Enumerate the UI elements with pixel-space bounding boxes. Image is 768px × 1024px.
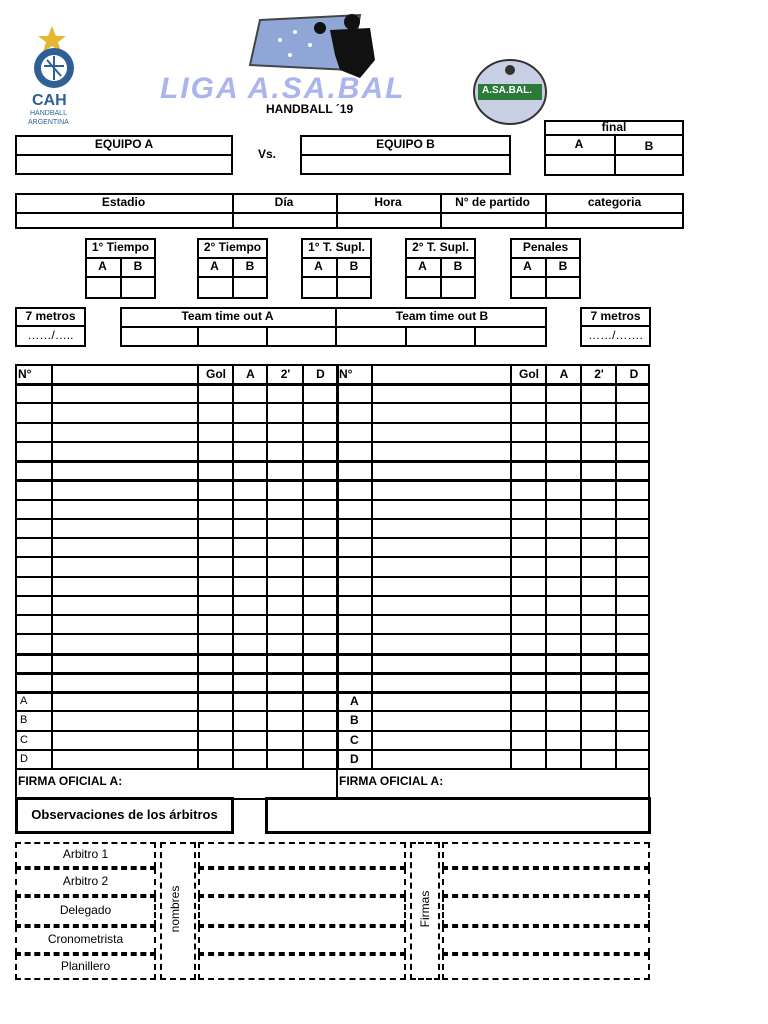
period-b-score[interactable] — [122, 278, 154, 297]
player-name-cell[interactable] — [53, 462, 195, 477]
header-left-3: A — [246, 367, 255, 381]
official-left-label: D — [20, 752, 28, 765]
player-name-cell[interactable] — [53, 674, 195, 689]
period-title: 1° T. Supl. — [308, 240, 365, 254]
period-b-label: B — [558, 259, 568, 273]
signature-input[interactable] — [442, 896, 650, 926]
estadio-input[interactable] — [17, 214, 230, 227]
header-right-0: N° — [339, 367, 353, 381]
categoria-label: categoria — [587, 195, 642, 209]
name-input[interactable] — [198, 842, 406, 868]
period-b-label: B — [133, 259, 143, 273]
player-name-cell[interactable] — [373, 655, 508, 670]
final-b-score[interactable] — [616, 156, 682, 174]
player-name-cell[interactable] — [373, 732, 508, 747]
player-name-cell[interactable] — [53, 616, 195, 631]
period-a-score[interactable] — [87, 278, 118, 297]
player-name-cell[interactable] — [373, 597, 508, 612]
equipo-a-input[interactable] — [17, 156, 231, 173]
name-input[interactable] — [198, 954, 406, 980]
name-input[interactable] — [198, 868, 406, 896]
asabal-logo — [472, 58, 548, 126]
equipo-a-label: EQUIPO A — [94, 137, 154, 151]
final-label: final — [601, 120, 627, 134]
period-a-label: A — [523, 259, 532, 273]
numero-partido-label: N° de partido — [455, 195, 530, 209]
player-name-cell[interactable] — [373, 539, 508, 554]
player-name-cell[interactable] — [373, 443, 508, 458]
player-name-cell[interactable] — [53, 539, 195, 554]
final-b-label: B — [644, 139, 654, 153]
player-name-cell[interactable] — [53, 635, 195, 650]
period-a-label: A — [314, 259, 323, 273]
role-label: Arbitro 2 — [62, 874, 109, 888]
official-left-label: C — [20, 733, 28, 746]
player-name-cell[interactable] — [53, 655, 195, 670]
cah-ball-icon — [22, 22, 86, 92]
player-name-cell[interactable] — [53, 481, 195, 496]
player-name-cell[interactable] — [53, 443, 195, 458]
siete-metros-b-label: 7 metros — [590, 309, 641, 323]
firma-oficial-left[interactable]: FIRMA OFICIAL A: — [18, 774, 123, 788]
role-label: Cronometrista — [47, 932, 124, 946]
numero-partido-input[interactable] — [442, 214, 543, 227]
observaciones-label: Observaciones de los árbitros — [31, 807, 218, 822]
period-a-score[interactable] — [199, 278, 230, 297]
signature-input[interactable] — [442, 954, 650, 980]
player-name-cell[interactable] — [53, 751, 195, 766]
player-name-cell[interactable] — [53, 501, 195, 516]
official-right-label: D — [350, 751, 359, 766]
period-b-score[interactable] — [442, 278, 474, 297]
period-a-label: A — [418, 259, 427, 273]
final-a-label: A — [574, 137, 584, 151]
header-right-2: Gol — [519, 367, 539, 381]
player-name-cell[interactable] — [373, 404, 508, 419]
role-label: Arbitro 1 — [62, 847, 109, 861]
header-left-4: 2' — [280, 367, 291, 381]
firma-oficial-right[interactable]: FIRMA OFICIAL A: — [339, 774, 444, 788]
player-name-cell[interactable] — [53, 693, 195, 708]
player-name-cell[interactable] — [373, 693, 508, 708]
period-b-label: B — [349, 259, 359, 273]
header-left-2: Gol — [206, 367, 226, 381]
period-title: 2° T. Supl. — [412, 240, 469, 254]
official-left-label: A — [20, 695, 28, 708]
liga-logo — [160, 10, 480, 120]
official-right-label: A — [350, 694, 359, 709]
player-name-cell[interactable] — [373, 712, 508, 727]
handball-year: HANDBALL ´19 — [266, 102, 354, 116]
vs-label: Vs. — [257, 147, 276, 161]
player-name-cell[interactable] — [53, 732, 195, 747]
period-a-label: A — [210, 259, 219, 273]
official-right-label: B — [350, 713, 359, 728]
estadio-label: Estadio — [101, 195, 146, 209]
firmas-label: Firmas — [418, 890, 432, 928]
player-name-cell[interactable] — [53, 597, 195, 612]
period-b-score[interactable] — [234, 278, 266, 297]
period-a-score[interactable] — [512, 278, 543, 297]
player-name-cell[interactable] — [53, 558, 195, 573]
period-b-score[interactable] — [338, 278, 370, 297]
player-name-cell[interactable] — [373, 481, 508, 496]
dia-input[interactable] — [234, 214, 334, 227]
player-name-cell[interactable] — [373, 558, 508, 573]
player-name-cell[interactable] — [53, 578, 195, 593]
player-name-cell[interactable] — [53, 520, 195, 535]
header-left-0: N° — [18, 367, 32, 381]
player-name-cell[interactable] — [373, 616, 508, 631]
player-name-cell[interactable] — [373, 462, 508, 477]
period-b-score[interactable] — [547, 278, 579, 297]
player-name-cell[interactable] — [373, 674, 508, 689]
equipo-b-label: EQUIPO B — [376, 137, 435, 151]
equipo-b-input[interactable] — [302, 156, 509, 173]
cah-subtitle-1: HANDBALL — [30, 110, 67, 117]
cah-title: CAH — [32, 92, 67, 109]
siete-metros-a-value[interactable]: ……/….. — [27, 328, 74, 342]
player-name-cell[interactable] — [53, 712, 195, 727]
player-name-cell[interactable] — [373, 635, 508, 650]
official-right-label: C — [350, 732, 359, 747]
player-name-cell[interactable] — [373, 578, 508, 593]
header-right-5: D — [629, 367, 639, 381]
hora-input[interactable] — [338, 214, 438, 227]
categoria-input[interactable] — [547, 214, 682, 227]
period-a-score[interactable] — [303, 278, 334, 297]
period-a-label: A — [98, 259, 107, 273]
name-input[interactable] — [198, 926, 406, 954]
player-name-cell[interactable] — [373, 424, 508, 439]
hora-label: Hora — [374, 195, 402, 209]
signature-input[interactable] — [442, 926, 650, 954]
header-right-3: A — [559, 367, 569, 381]
period-a-score[interactable] — [407, 278, 438, 297]
role-label: Delegado — [59, 903, 112, 917]
role-label: Planillero — [60, 959, 111, 973]
team-timeout-b-label: Team time out B — [395, 309, 489, 323]
liga-title: LIGA A.SA.BAL — [160, 72, 406, 105]
cah-logo — [22, 22, 86, 132]
player-name-cell[interactable] — [373, 385, 508, 400]
final-a-score[interactable] — [546, 156, 612, 174]
player-name-cell[interactable] — [53, 404, 195, 419]
asabal-text: A.SA.BAL. — [482, 85, 532, 96]
signature-input[interactable] — [442, 868, 650, 896]
observaciones-input[interactable] — [265, 797, 651, 834]
siete-metros-b-value[interactable]: ……/……. — [588, 328, 643, 342]
official-left-label: B — [20, 714, 28, 727]
signature-input[interactable] — [442, 842, 650, 868]
period-title: Penales — [522, 240, 569, 254]
player-name-cell[interactable] — [373, 751, 508, 766]
dia-label: Día — [274, 195, 294, 209]
name-input[interactable] — [198, 896, 406, 926]
player-name-cell[interactable] — [53, 424, 195, 439]
siete-metros-a-label: 7 metros — [25, 309, 76, 323]
nombres-label: nombres — [168, 885, 182, 933]
period-title: 2° Tiempo — [203, 240, 262, 254]
header-right-4: 2' — [594, 367, 604, 381]
team-timeout-a-label: Team time out A — [181, 309, 274, 323]
header-left-5: D — [316, 367, 325, 381]
player-name-cell[interactable] — [373, 501, 508, 516]
period-title: 1° Tiempo — [91, 240, 150, 254]
player-name-cell[interactable] — [373, 520, 508, 535]
period-b-label: B — [453, 259, 463, 273]
cah-subtitle-2: ARGENTINA — [28, 119, 69, 126]
player-name-cell[interactable] — [53, 385, 195, 400]
period-b-label: B — [245, 259, 255, 273]
